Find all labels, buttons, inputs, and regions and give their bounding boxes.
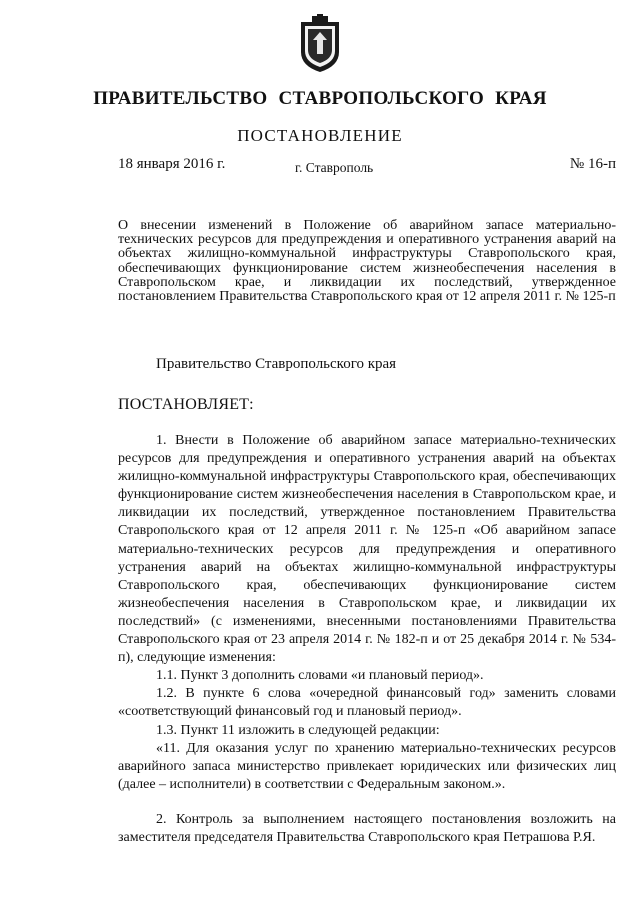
paragraph-1-3-text: «11. Для оказания услуг по хранению материально-технических ресурсов аварийного запаса министерство привлекает юридических или физических лиц (далее – исполнители) в соответствии с Федеральным законом.». — [118, 740, 616, 792]
document-number: № 16-п — [569, 156, 616, 172]
preamble: Правительство Ставропольского края — [156, 356, 397, 372]
paragraph-1-2: 1.2. В пункте 6 слова «очередной финансовый год» заменить словами «соответствующий финансовый год и плановый период». — [118, 686, 616, 720]
document-type: ПОСТАНОВЛЕНИЕ — [237, 126, 403, 145]
paragraph-2: 2. Контроль за выполнением настоящего постановления возложить на заместителя председателя Правительства Ставропольского края Петрашова Р.Я. — [118, 811, 616, 845]
document-date: 18 января 2016 г. — [118, 156, 226, 172]
document-body — [118, 432, 616, 847]
decree-word: ПОСТАНОВЛЯЕТ: — [118, 396, 254, 413]
document-subject: О внесении изменений в Положение об аварийном запасе материально-технических ресурсов для предупреждения и оперативного устранения аварий на объектах жилищно-коммунальной инфраструктуры Ставропольского края, обеспечивающих функционирование систем жизнеобеспечения населения в Ставропольском крае, и ликвидации их последствий, утвержденное постановлением Правительства Ставропольского края от 12 апреля 2011 г. № 125-п — [118, 218, 616, 305]
government-title: ПРАВИТЕЛЬСТВО СТАВРОПОЛЬСКОГО КРАЯ — [93, 88, 547, 109]
paragraph-1-1: 1.1. Пункт 3 дополнить словами «и плановый период». — [156, 668, 484, 684]
document-city: г. Ставрополь — [295, 160, 374, 175]
coat-of-arms-icon — [298, 14, 342, 74]
paragraph-1: 1. Внести в Положение об аварийном запасе материально-технических ресурсов для предупреждения и оперативного устранения аварий на объектах жилищно-коммунальной инфраструктуры Ставропольского края, обеспечивающих функционирование систем жизнеобеспечения населения в Ставропольском крае, и ликвидации их последствий, утвержденное постановлением Правительства Ставропольского края от 12 апреля 2011 г. № 125-п «Об аварийном запасе материально-технических ресурсов для предупреждения и оперативного устранения аварий на объектах жилищно-коммунальной инфраструктуры Ставропольского края, обеспечивающих функционирование систем жизнеобеспечения населения в Ставропольском крае, и ликвидации их последствий» (с изменениями, внесенными постановлениями Правительства Ставропольского края от 23 апреля 2014 г. № 182-п и от 25 декабря 2014 г. № 534-п), следующие изменения: — [118, 433, 616, 666]
paragraph-1-3: 1.3. Пункт 11 изложить в следующей редакции: — [156, 722, 440, 738]
